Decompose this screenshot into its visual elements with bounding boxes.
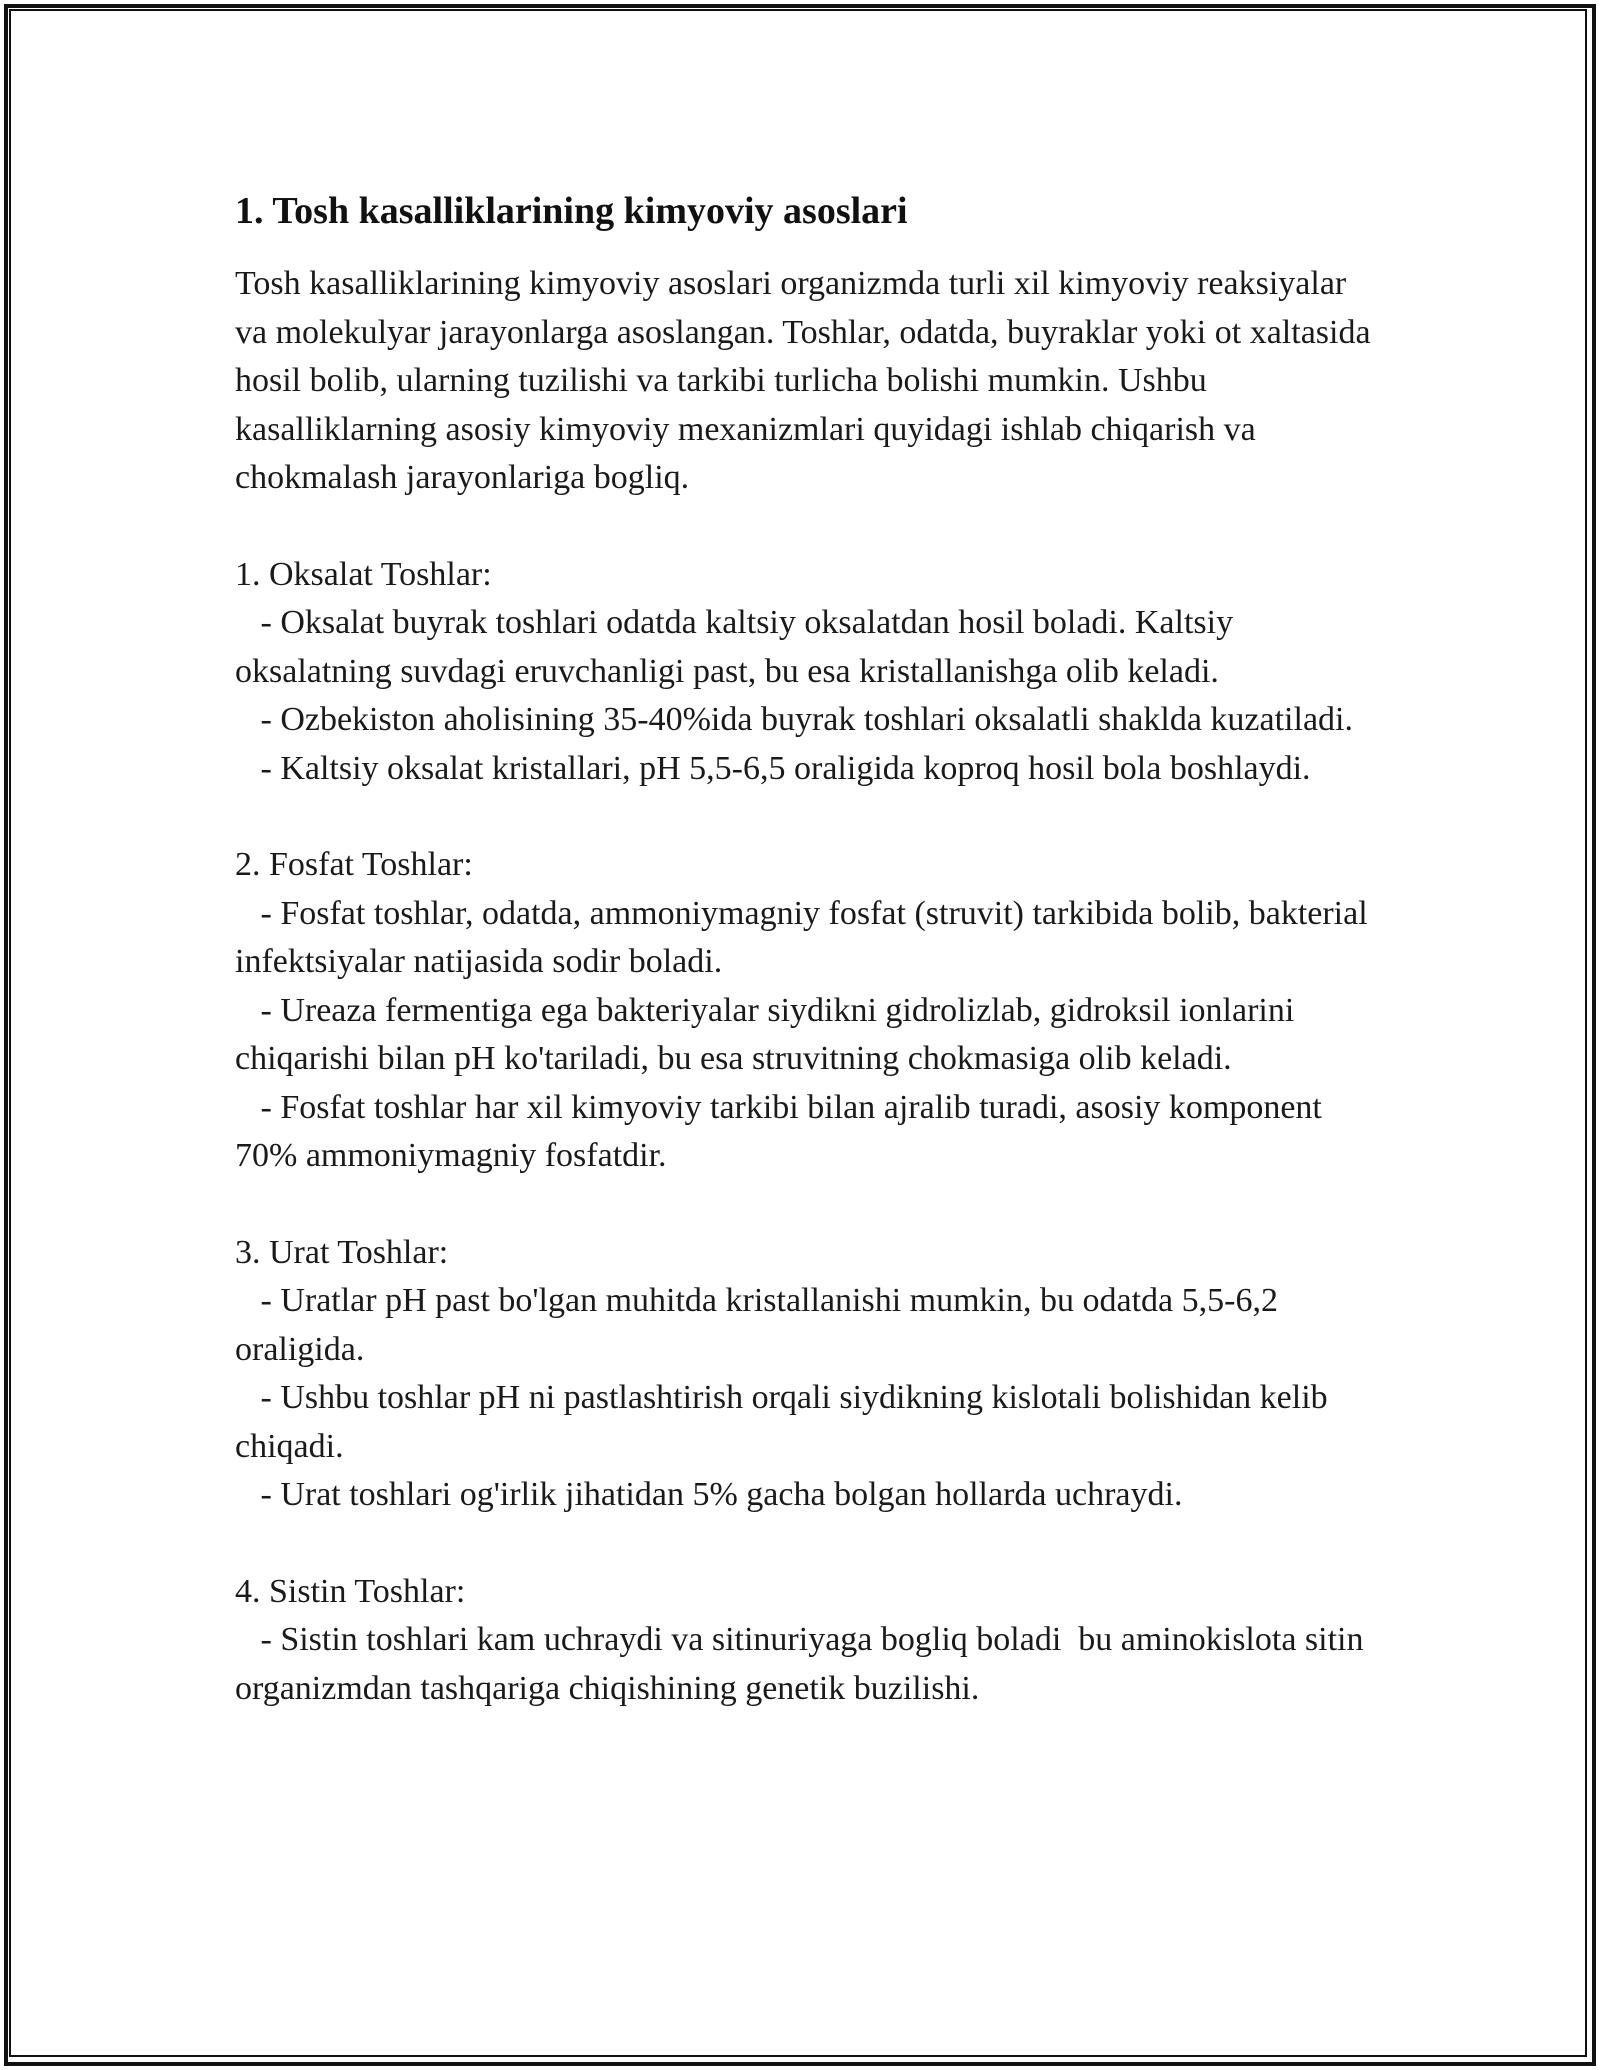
section-heading: 3. Urat Toshlar: (235, 1233, 449, 1271)
intro-paragraph: Tosh kasalliklarining kimyoviy asoslari organizmda turli xil kimyoviy reaksiyalar va molekulyar jarayonlarga asoslangan. Toshlar, odatda, buyraklar yoki ot xaltasida hosil bolib, ularning tuzilishi va tarkibi turlicha bolishi mumkin. Ushbu kasalliklarning asosiy kimyoviy mexanizmlari quyidagi ishlab chiqarish va chokmalash jarayonlariga bogliq. (235, 265, 1371, 496)
section-heading: 2. Fosfat Toshlar: (235, 846, 473, 883)
section-fosfat (235, 841, 1375, 1181)
section-heading: 1. Oksalat Toshlar: (235, 555, 492, 593)
list-item: - Fosfat toshlar, odatda, ammoniymagniy fosfat (struvit) tarkibida bolib, bakterial infektsiyalar natijasida sodir boladi. (235, 894, 1377, 980)
section-urat (235, 1229, 1375, 1520)
list-item: - Uratlar pH past bo'lgan muhitda kristallanishi mumkin, bu odatda 5,5-6,2 oraligida. (235, 1282, 1287, 1368)
section-sistin (235, 1568, 1375, 1714)
list-item: - Oksalat buyrak toshlari odatda kaltsiy oksalatdan hosil boladi. Kaltsiy oksalatning suvdagi eruvchanligi past, bu esa kristallanishga olib keladi. (235, 604, 1242, 690)
page-title: 1. Tosh kasalliklarining kimyoviy asoslari (235, 190, 908, 232)
list-item: - Ushbu toshlar pH ni pastlashtirish orqali siydikning kislotali bolishidan kelib chiqadi. (235, 1379, 1337, 1465)
list-item: - Ureaza fermentiga ega bakteriyalar siydikni gidrolizlab, gidroksil ionlarini chiqarishi bilan pH ko'tariladi, bu esa struvitning chokmasiga olib keladi. (235, 991, 1303, 1077)
document-body (235, 186, 1375, 1761)
list-item: - Urat toshlari og'irlik jihatidan 5% gacha bolgan hollarda uchraydi. (235, 1476, 1183, 1513)
section-heading: 4. Sistin Toshlar: (235, 1572, 466, 1610)
section-oksalat (235, 551, 1375, 794)
list-item: - Sistin toshlari kam uchraydi va sitinuriyaga bogliq boladi bu aminokislota sitin organizmdan tashqariga chiqishining genetik buzilishi. (235, 1621, 1372, 1707)
list-item: - Kaltsiy oksalat kristallari, pH 5,5-6,5 oraligida koproq hosil bola boshlaydi. (235, 749, 1311, 787)
list-item: - Fosfat toshlar har xil kimyoviy tarkibi bilan ajralib turadi, asosiy komponent 70% ammoniymagniy fosfatdir. (235, 1088, 1331, 1174)
list-item: - Ozbekiston aholisining 35-40%ida buyrak toshlari oksalatli shaklda kuzatiladi. (235, 701, 1353, 738)
